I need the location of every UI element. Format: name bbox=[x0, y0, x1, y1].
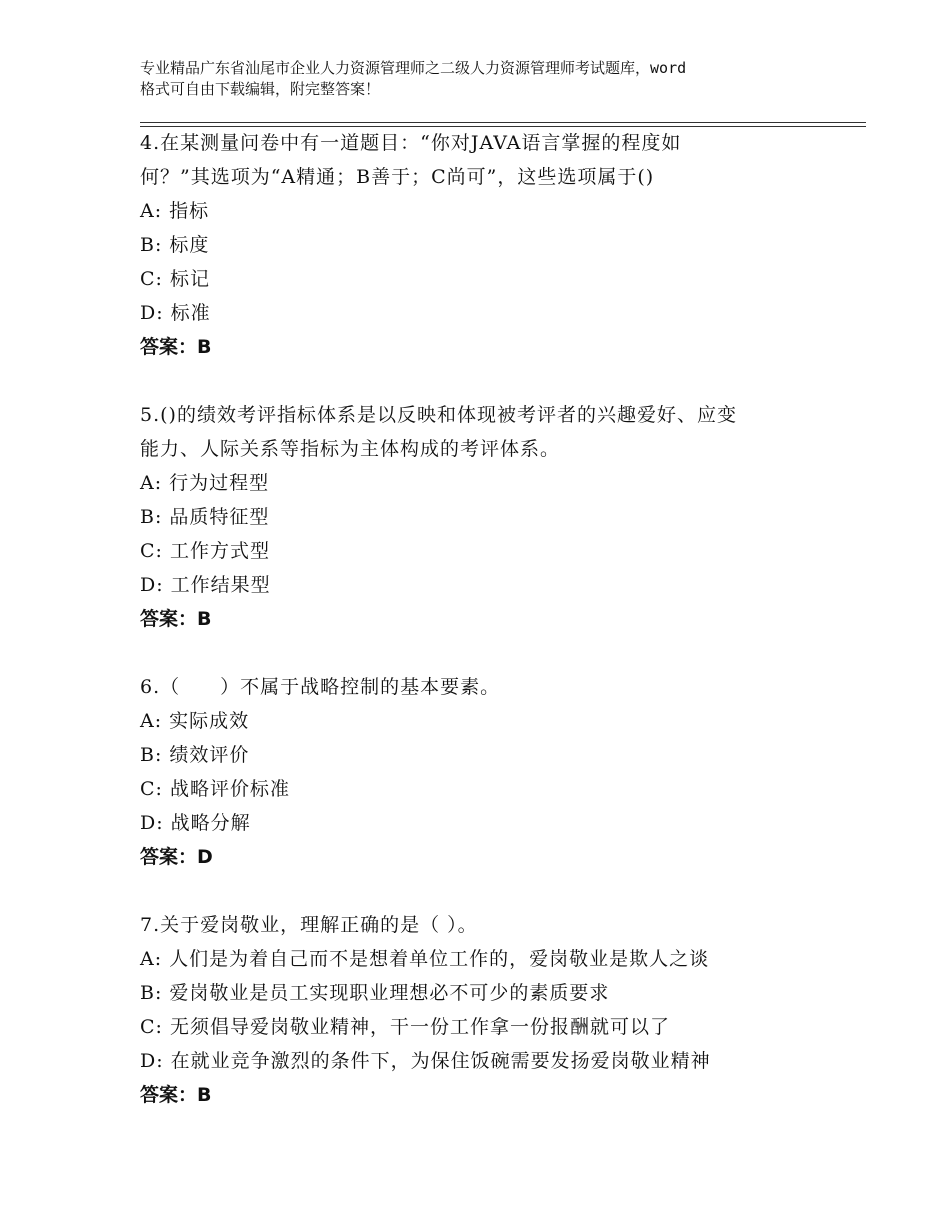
answer: 答案：B bbox=[140, 336, 212, 358]
option-b: B: 绩效评价 bbox=[140, 744, 250, 766]
question-6 bbox=[140, 670, 840, 874]
header-line-2: 格式可自由下载编辑，附完整答案！ bbox=[140, 80, 381, 98]
question-stem: 4.在某测量问卷中有一道题目：“你对JAVA语言掌握的程度如 bbox=[140, 132, 682, 154]
question-4 bbox=[140, 126, 840, 364]
option-d: D: 标准 bbox=[140, 302, 211, 324]
option-b: B: 爱岗敬业是员工实现职业理想必不可少的素质要求 bbox=[140, 982, 610, 1004]
option-a: A: 行为过程型 bbox=[140, 472, 270, 494]
question-stem: 7.关于爱岗敬业，理解正确的是（ ）。 bbox=[140, 914, 478, 936]
document-header bbox=[140, 58, 840, 100]
option-c: C: 战略评价标准 bbox=[140, 778, 290, 800]
option-d: D: 在就业竞争激烈的条件下，为保住饭碗需要发扬爱岗敬业精神 bbox=[140, 1050, 711, 1072]
answer: 答案：D bbox=[140, 846, 213, 868]
question-7 bbox=[140, 908, 840, 1112]
option-b: B: 品质特征型 bbox=[140, 506, 270, 528]
option-d: D: 工作结果型 bbox=[140, 574, 271, 596]
question-stem: 5.()的绩效考评指标体系是以反映和体现被考评者的兴趣爱好、应变 bbox=[140, 404, 737, 426]
question-stem: 能力、人际关系等指标为主体构成的考评体系。 bbox=[140, 438, 561, 460]
option-c: C: 工作方式型 bbox=[140, 540, 270, 562]
option-c: C: 无须倡导爱岗敬业精神，干一份工作拿一份报酬就可以了 bbox=[140, 1016, 670, 1038]
question-stem: 6.（ ）不属于战略控制的基本要素。 bbox=[140, 676, 501, 698]
option-c: C: 标记 bbox=[140, 268, 210, 290]
answer: 答案：B bbox=[140, 608, 212, 630]
option-d: D: 战略分解 bbox=[140, 812, 251, 834]
header-divider-top bbox=[140, 122, 866, 123]
option-a: A: 实际成效 bbox=[140, 710, 250, 732]
option-a: A: 人们是为着自己而不是想着单位工作的，爱岗敬业是欺人之谈 bbox=[140, 948, 710, 970]
option-a: A: 指标 bbox=[140, 200, 210, 222]
question-5 bbox=[140, 398, 840, 636]
answer: 答案：B bbox=[140, 1084, 212, 1106]
option-b: B: 标度 bbox=[140, 234, 210, 256]
question-list bbox=[140, 126, 840, 1112]
question-stem: 何？”其选项为“A精通；B善于；C尚可”，这些选项属于() bbox=[140, 166, 655, 188]
header-line-1: 专业精品广东省汕尾市企业人力资源管理师之二级人力资源管理师考试题库，word bbox=[140, 59, 687, 77]
